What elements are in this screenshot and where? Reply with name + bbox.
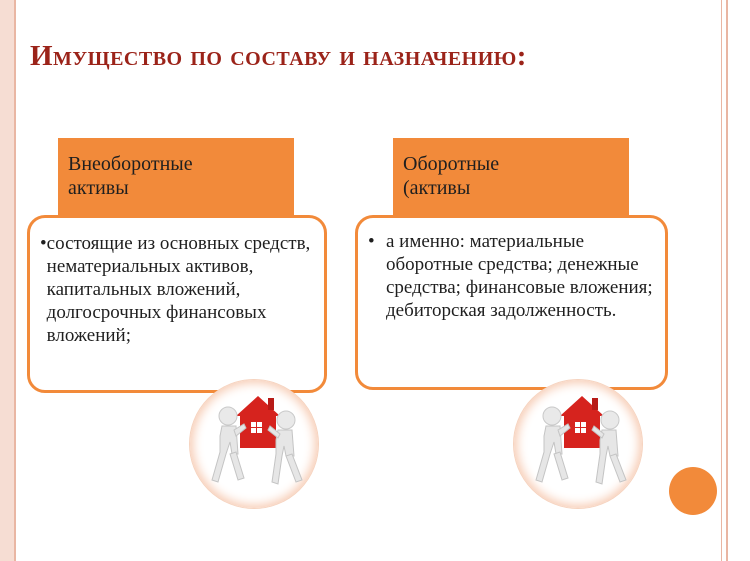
bullet-marker: • xyxy=(368,231,375,252)
people-carrying-house-icon xyxy=(522,386,634,498)
noncurrent-assets-text: состоящие из основных средств, нематериальных активов, капитальных вложений, долгосрочных финансовых вложений; xyxy=(46,233,311,346)
people-carrying-house-icon xyxy=(198,386,310,498)
noncurrent-assets-header xyxy=(58,138,294,220)
noncurrent-header-line2: активы xyxy=(68,177,129,199)
decorative-orange-circle xyxy=(669,467,717,515)
bullet-item xyxy=(368,230,657,322)
current-header-line2: (активы xyxy=(403,177,471,199)
current-assets-description xyxy=(355,215,668,390)
current-header-line1: Оборотные xyxy=(403,153,500,175)
left-decorative-border xyxy=(0,0,14,561)
right-border-line xyxy=(726,0,728,561)
illustration-circle-left xyxy=(189,379,319,509)
right-border-line-thin xyxy=(721,0,722,561)
left-border-line xyxy=(14,0,16,561)
noncurrent-assets-description xyxy=(27,215,327,393)
slide-title: Имущество по составу и назначению: xyxy=(30,40,527,72)
current-assets-text: а именно: материальные оборотные средства; денежные средства; финансовые вложения; дебиторская задолженность. xyxy=(386,231,653,321)
noncurrent-header-line1: Внеоборотные xyxy=(68,153,193,175)
bullet-item xyxy=(40,232,316,347)
current-assets-header xyxy=(393,138,629,220)
illustration-circle-right xyxy=(513,379,643,509)
bullet-marker: • xyxy=(40,233,47,254)
